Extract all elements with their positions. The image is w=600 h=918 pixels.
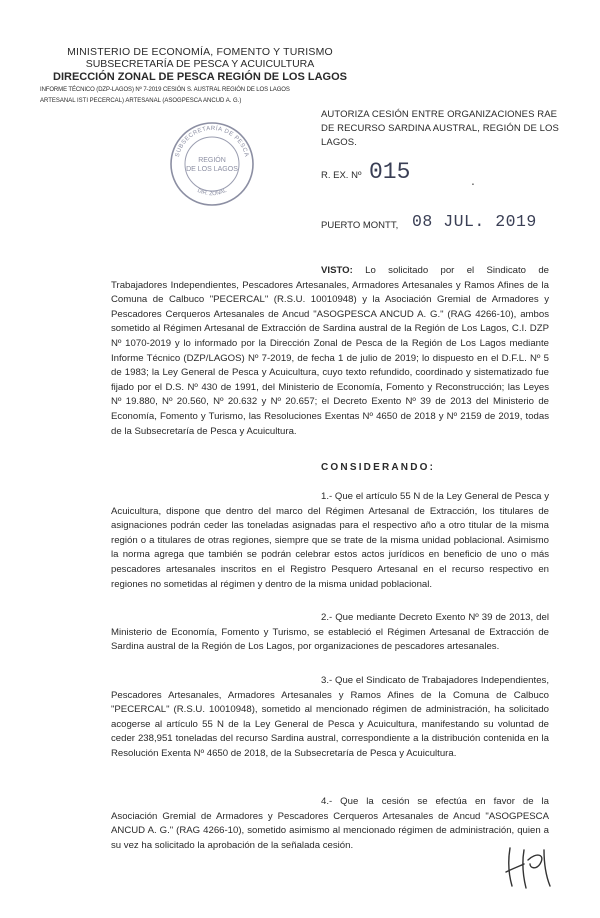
- stamp-arc-top: SUBSECRETARÍA DE PESCA: [174, 125, 250, 158]
- considerando-3: [111, 674, 549, 762]
- svg-text:SUBSECRETARÍA DE PESCA: [175, 125, 250, 158]
- considerando-1: [111, 490, 549, 592]
- resolution-number-block: [321, 159, 581, 192]
- considerando-2: [111, 611, 549, 655]
- resolution-trailing-mark: .: [471, 172, 475, 188]
- reference-line-1: INFORME TÉCNICO (DZP-LAGOS) Nº 7-2019 CESIÓN S. AUSTRAL REGIÓN DE LOS LAGOS: [40, 87, 290, 93]
- svg-text:DIR. ZONAL: [196, 188, 227, 197]
- stamp-arc-bottom: DIR. ZONAL: [196, 187, 228, 198]
- resolution-label: R. EX. Nº: [321, 170, 362, 181]
- considerando-3-text: 3.- Que el Sindicato de Trabajadores Independientes, Pescadores Artesanales, Armadores Artesanales y Ramos Afines de la Comuna de Calbuco "PECERCAL" (R.S.U. 10010948), sometido al mencionado régimen de administración, ha solicitado acogerse al artículo 55 N de la Ley General de Pesca y Acuicultura, manifestando su voluntad de ceder 238,951 toneladas del recurso Sardina austral, correspondiente a la distribución contenida en la Resolución Exenta Nº 4650 de 2018, de la Subsecretaría de Pesca y Acuicultura.: [111, 675, 549, 759]
- handwritten-signature: [500, 842, 556, 892]
- considerando-4: [111, 795, 549, 853]
- stamp-center-line-1: REGIÓN: [198, 157, 226, 164]
- subsecretary-title: SUBSECRETARÍA DE PESCA Y ACUICULTURA: [85, 58, 315, 70]
- ministry-title: MINISTERIO DE ECONOMÍA, FOMENTO Y TURISMO: [67, 46, 333, 58]
- resolution-number: 015: [369, 159, 411, 185]
- zonal-direction-title: DIRECCIÓN ZONAL DE PESCA REGIÓN DE LOS LAGOS: [53, 71, 347, 83]
- considerando-2-text: 2.- Que mediante Decreto Exento Nº 39 de 2013, del Ministerio de Economía, Fomento y Turismo, se estableció el Régimen Artesanal de Extracción de Sardina austral de la Región de Los Lagos, por organizaciones de pescadores artesanales.: [111, 612, 549, 653]
- document-subject: AUTORIZA CESIÓN ENTRE ORGANIZACIONES RAE DE RECURSO SARDINA AUSTRAL, REGIÓN DE LOS LAGOS.: [321, 109, 559, 148]
- place-label: PUERTO MONTT,: [321, 220, 399, 231]
- considerando-heading: CONSIDERANDO:: [321, 462, 436, 473]
- date-stamp: 08 JUL. 2019: [412, 212, 537, 231]
- visto-paragraph: [111, 264, 549, 439]
- considerando-4-text: 4.- Que la cesión se efectúa en favor de la Asociación Gremial de Armadores y Pescadores Cerqueros Artesanales de Ancud "ASOGPESCA ANCUD A. G." (RAG 4266-10), sometido asimismo al mencionado régimen de administración, quien a su vez ha solicitado la aprobación de la señalada cesión.: [111, 796, 549, 851]
- considerando-1-text: 1.- Que el artículo 55 N de la Ley General de Pesca y Acuicultura, dispone que dentro del marco del Régimen Artesanal de Extracción, los titulares de asignaciones podrán ceder las toneladas asignadas para el respectivo año a otro titular de la misma región o a titulares de otras regiones, siempre que se trate de la misma unidad poblacional. Asimismo la norma agrega que también se podrán celebrar estos actos jurídicos en beneficio de uno o más pescadores artesanales inscritos en el Registro Pesquero Artesanal en el recurso respectivo en regiones no sometidas al régimen y dentro de la misma unidad poblacional.: [111, 491, 549, 590]
- visto-label: VISTO:: [321, 265, 353, 276]
- stamp-center-line-2: DE LOS LAGOS: [186, 166, 238, 173]
- reference-line-2: ARTESANAL ISTI PECERCAL) ARTESANAL (ASOGPESCA ANCUD A. G.): [40, 98, 242, 104]
- official-stamp-seal: [168, 120, 256, 208]
- visto-text: Lo solicitado por el Sindicato de Trabajadores Independientes, Pescadores Artesanales, Armadores Artesanales y Ramos Afines de la Comuna de Calbuco "PECERCAL" (R.S.U. 10010948) y la Asociación Gremial de Armadores y Pescadores Cerqueros Artesanales de Ancud "ASOGPESCA ANCUD A. G." (RAG 4266-10), ambos sometido al Régimen Artesanal de Extracción de Sardina austral de la Región de Los Lagos, C.I. DZP Nº 1070-2019 y lo informado por la Dirección Zonal de Pesca de la Región de Los Lagos mediante Informe Técnico (DZP/LAGOS) Nº 7-2019, de fecha 1 de julio de 2019; lo dispuesto en el D.F.L. Nº 5 de 1983; la Ley General de Pesca y Acuicultura, cuyo texto refundido, coordinado y sistematizado fue fijado por el D.S. Nº 430 de 1991, del Ministerio de Economía, Fomento y Reconstrucción; las Leyes Nº 19.880, Nº 20.560, Nº 20.632 y Nº 20.657; el Decreto Exento Nº 39 de 2013 del Ministerio de Economía, Fomento y Turismo, las Resoluciones Exentas Nº 4650 de 2018 y Nº 2159 de 2019, todas de la Subsecretaría de Pesca y Acuicultura.: [111, 265, 549, 437]
